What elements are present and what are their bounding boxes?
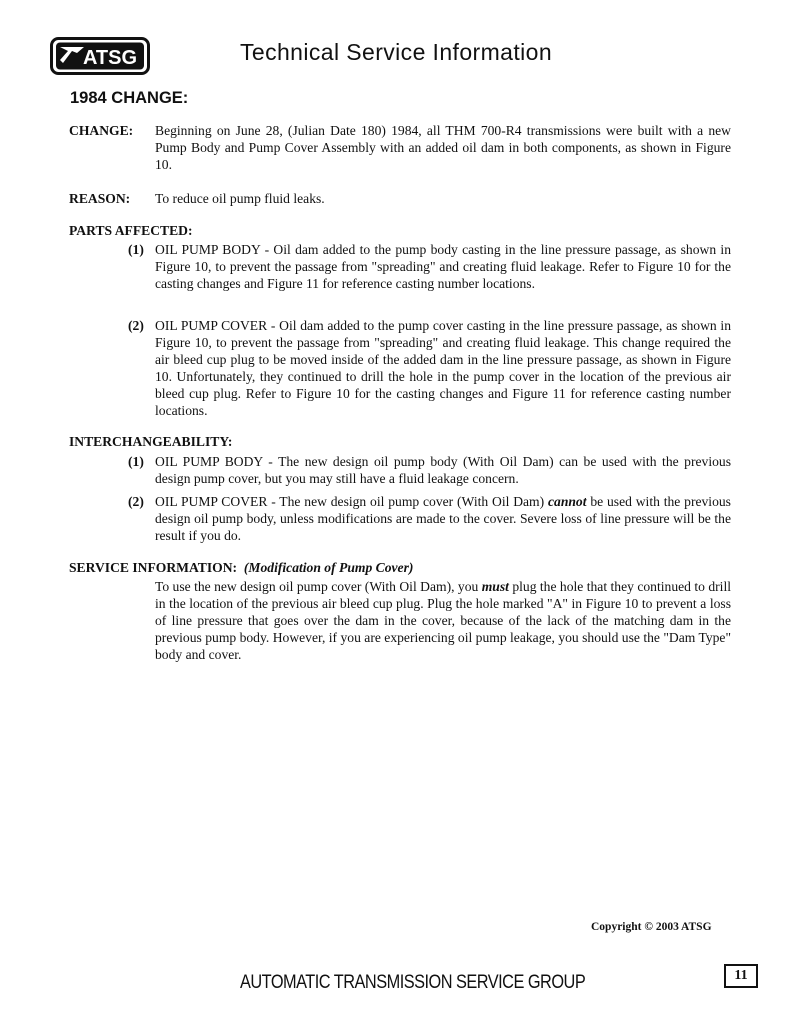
footer-title: AUTOMATIC TRANSMISSION SERVICE GROUP	[240, 972, 586, 993]
copyright: Copyright © 2003 ATSG	[591, 921, 712, 933]
service-information-label: SERVICE INFORMATION:	[69, 560, 238, 575]
interchange-item-2-text-after: be used with the previous design oil pump body, unless modifications are made to the cover. Severe loss of line pressure will be the result if you do.	[155, 494, 731, 543]
parts-item-1-text: OIL PUMP BODY - Oil dam added to the pump body casting in the line pressure passage, as shown in Figure 10, to prevent the passage from "spreading" and creating fluid leakage. Refer to Figure 10 for the casting changes and Figure 11 for reference casting number locations.	[155, 242, 731, 291]
service-text-before: To use the new design oil pump cover (With Oil Dam), you	[155, 579, 482, 594]
interchange-item-1-number: (1)	[128, 454, 144, 469]
parts-item-2-text: OIL PUMP COVER - Oil dam added to the pump cover casting in the line pressure passage, as shown in Figure 10, to prevent the passage from "spreading" and creating fluid leakage. This change required the air bleed cup plug to be moved inside of the added dam in the line pressure passage, as shown in Figure 10. Unfortunately, they continued to drill the hole in the pump cover in the location of the previous air bleed cup plug. Refer to Figure 10 for the casting changes and Figure 11 for reference casting number locations.	[155, 318, 731, 418]
change-text: Beginning on June 28, (Julian Date 180) 1984, all THM 700-R4 transmissions were built with a new Pump Body and Pump Cover Assembly with an added oil dam in both components, as shown in Figure 10.	[155, 123, 731, 172]
parts-item-2-number: (2)	[128, 318, 144, 333]
interchange-item-2-emphasis: cannot	[547, 494, 587, 509]
interchange-item-2-text	[155, 493, 731, 544]
change-label: CHANGE:	[69, 123, 134, 138]
service-information-text	[155, 578, 731, 663]
interchange-item-2-text-before: OIL PUMP COVER - The new design oil pump cover (With Oil Dam)	[155, 494, 548, 509]
reason-text: To reduce oil pump fluid leaks.	[155, 191, 325, 206]
atsg-logo	[50, 37, 150, 75]
service-information-heading	[69, 559, 413, 576]
interchange-item-2-number: (2)	[128, 494, 144, 509]
reason-label: REASON:	[69, 191, 131, 206]
logo-text: ATSG	[82, 47, 138, 69]
section-heading: 1984 CHANGE:	[70, 89, 189, 107]
interchange-item-1-text: OIL PUMP BODY - The new design oil pump body (With Oil Dam) can be used with the previous design pump cover, but you may still have a fluid leakage concern.	[155, 454, 731, 486]
parts-item-1-number: (1)	[128, 242, 144, 257]
service-emphasis: must	[481, 579, 509, 594]
service-text-after: plug the hole that they continued to drill in the location of the previous air bleed cup plug. Plug the hole marked "A" in Figure 10 to prevent a loss of line pressure that goes over the dam in the cover, because of the lack of the matching dam in the previous pump body. However, if you are experiencing oil pump leakage, you should use the "Dam Type" body and cover.	[155, 579, 731, 662]
parts-affected-label: PARTS AFFECTED:	[69, 223, 193, 238]
service-information-sublabel: (Modification of Pump Cover)	[243, 560, 414, 575]
page-number: 11	[724, 964, 758, 988]
interchangeability-label: INTERCHANGEABILITY:	[69, 434, 233, 449]
header-title: Technical Service Information	[240, 39, 553, 65]
